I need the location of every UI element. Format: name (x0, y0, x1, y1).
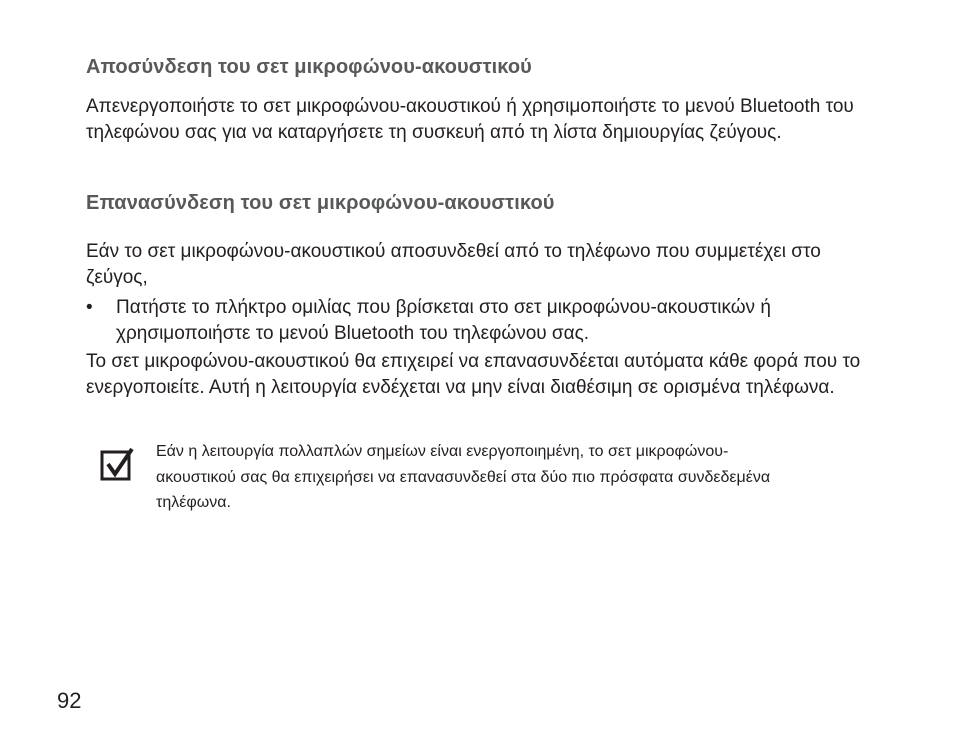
reconnect-auto-paragraph: Το σετ μικροφώνου-ακουστικού θα επιχειρεί να επανασυνδέεται αυτόματα κάθε φορά που το ενεργοποιείτε. Αυτή η λειτουργία ενδέχεται να μην είναι διαθέσιμη σε ορισμένα τηλέφωνα. (86, 351, 861, 398)
bullet-text: Πατήστε το πλήκτρο ομιλίας που βρίσκεται στο σετ μικροφώνου-ακουστικών ή χρησιμοποιήστε το μενού Bluetooth του τηλεφώνου σας. (116, 297, 771, 344)
page-number: 92 (57, 688, 82, 713)
bullet-mark: • (86, 297, 93, 318)
checkbox-note-icon (100, 447, 136, 483)
reconnect-intro-paragraph: Εάν το σετ μικροφώνου-ακουστικού αποσυνδεθεί από το τηλέφωνο που συμμετέχει στο ζεύγος, (86, 241, 821, 288)
section-heading-reconnect: Επανασύνδεση του σετ μικροφώνου-ακουστικού (86, 192, 555, 214)
section-heading-disconnect: Αποσύνδεση του σετ μικροφώνου-ακουστικού (86, 56, 532, 78)
disconnect-paragraph: Απενεργοποιήστε το σετ μικροφώνου-ακουστικού ή χρησιμοποιήστε το μενού Bluetooth του τηλεφώνου σας για να καταργήσετε τη συσκευή από τη λίστα δημιουργίας ζεύγους. (86, 96, 854, 143)
note-text: Εάν η λειτουργία πολλαπλών σημείων είναι ενεργοποιημένη, το σετ μικροφώνου-ακουστικού σας θα επιχειρήσει να επανασυνδεθεί στα δύο πιο πρόσφατα συνδεδεμένα τηλέφωνα. (156, 443, 771, 511)
